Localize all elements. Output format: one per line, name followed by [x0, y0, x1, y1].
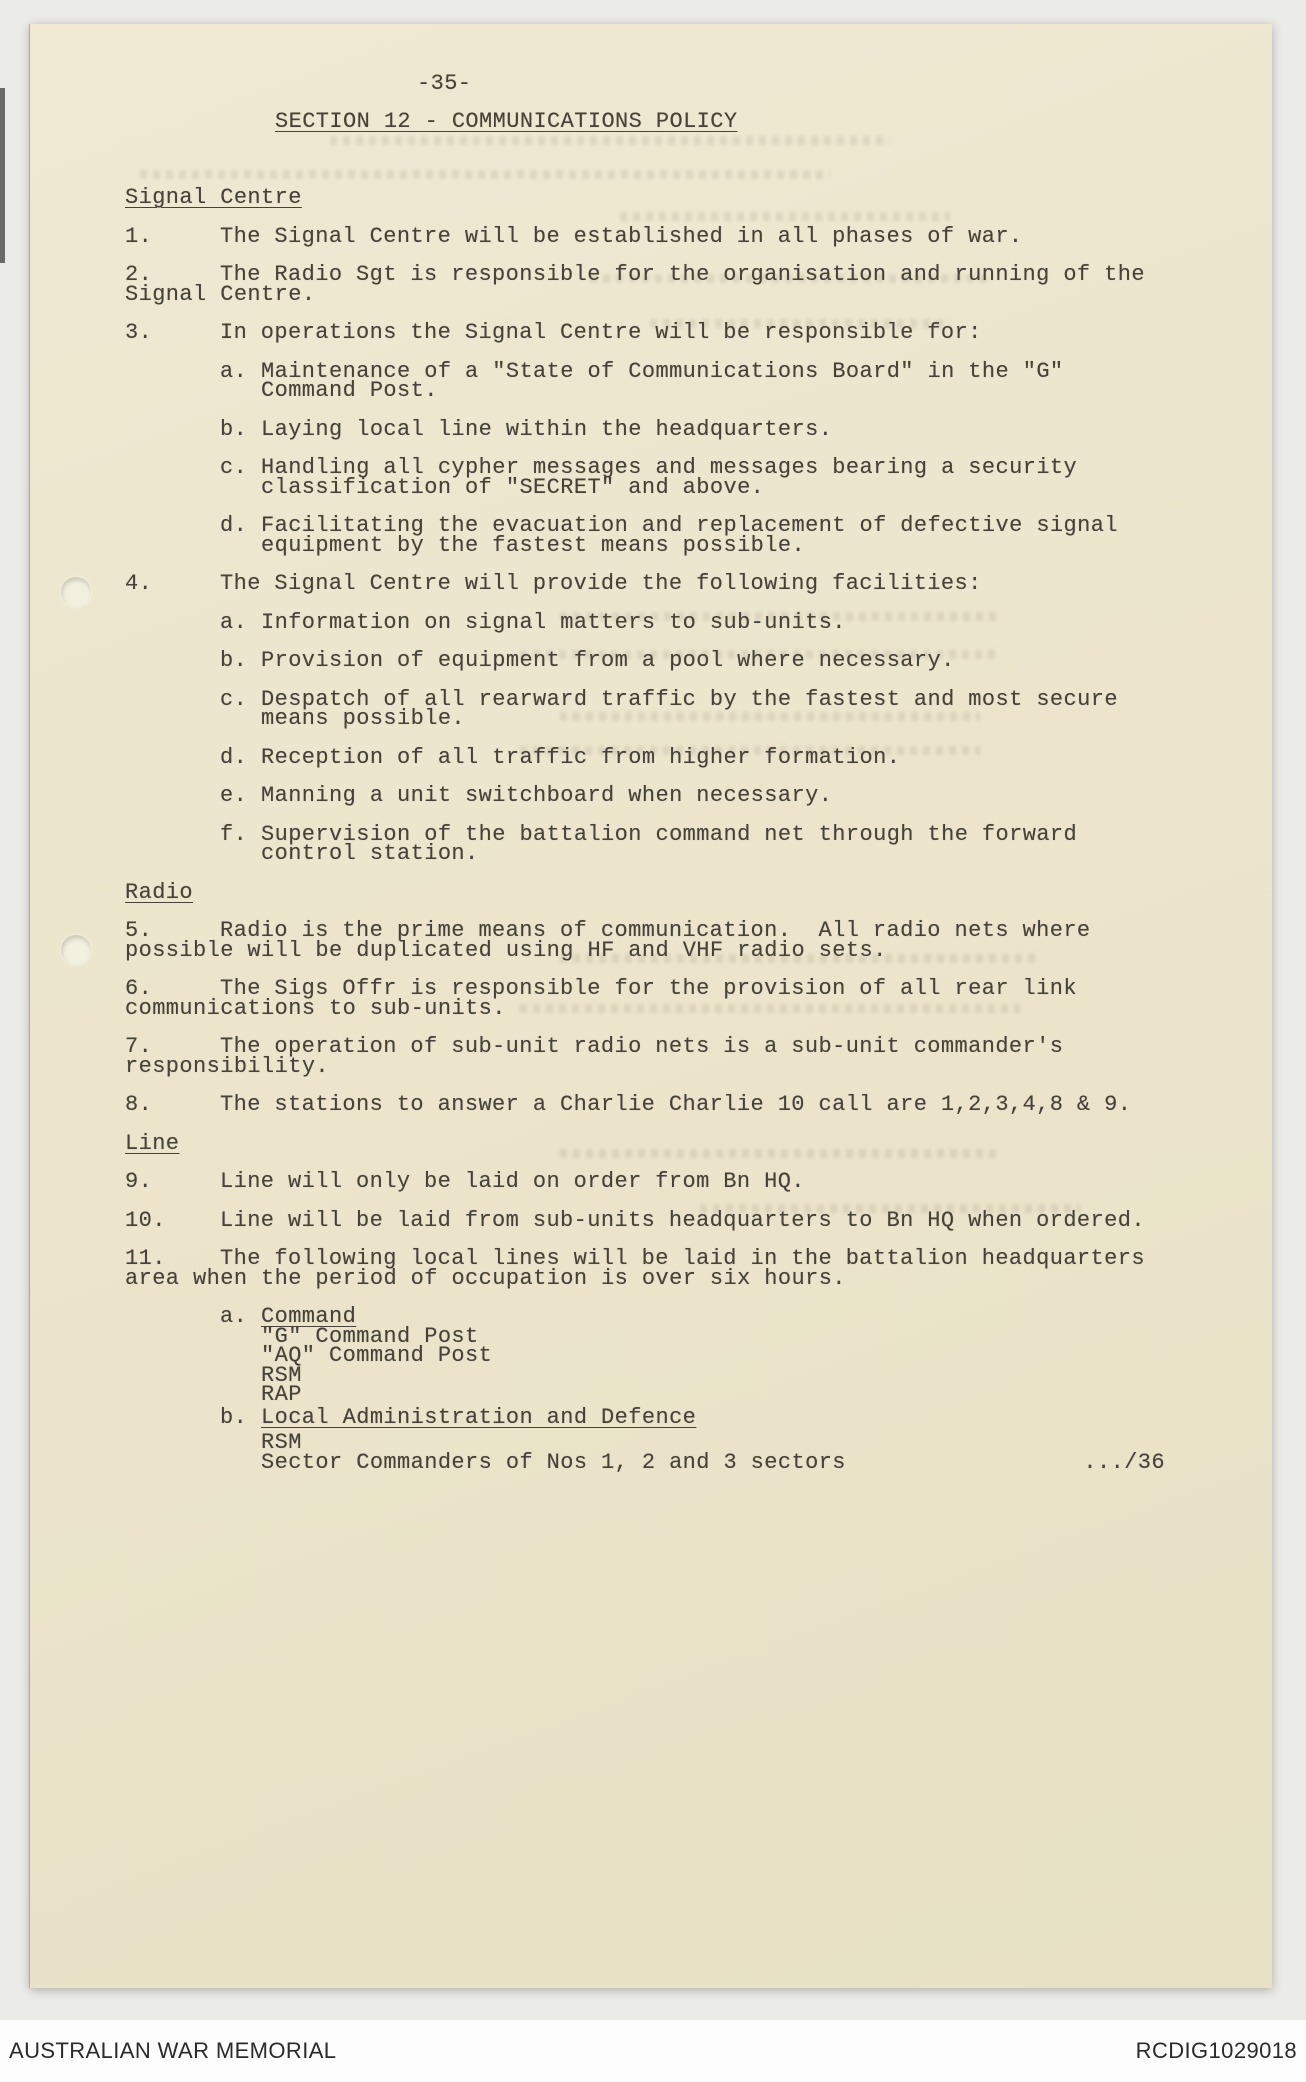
- scanner-edge-artifact: [0, 88, 5, 263]
- paragraph: [125, 976, 1165, 1021]
- sub-item: [220, 513, 1165, 558]
- sub-list-local-admin-defence: [220, 1404, 1165, 1475]
- document-content: [30, 24, 1165, 1475]
- sub-item-text: Facilitating the evacuation and replacement of defective signal equipment by the fastest means possible.: [261, 513, 1132, 558]
- sub-item-letter: a.: [220, 609, 248, 635]
- sub-item: [220, 358, 1165, 403]
- sub-list-title: Local Administration and Defence: [261, 1404, 697, 1430]
- sub-item: [220, 416, 1165, 442]
- continuation-mark: .../36: [1083, 1449, 1165, 1475]
- section-heading: Signal Centre: [125, 185, 302, 210]
- paragraph-text: Line will only be laid on order from Bn HQ.: [220, 1169, 805, 1194]
- paragraph: [125, 1246, 1165, 1291]
- catalog-id: RCDIG1029018: [1135, 2038, 1297, 2063]
- sub-list-line: RAP: [261, 1382, 302, 1407]
- sub-item: [220, 648, 1165, 673]
- paragraph-text: In operations the Signal Centre will be responsible for:: [220, 320, 982, 345]
- paragraph: [125, 571, 1165, 596]
- sub-list-line: "G" Command Post: [261, 1323, 479, 1349]
- paragraph-number: 1.: [125, 223, 153, 249]
- sub-item: [220, 783, 1165, 808]
- paragraph-number: 5.: [125, 918, 153, 943]
- paragraph-text: The stations to answer a Charlie Charlie 10 call are 1,2,3,4,8 & 9.: [220, 1092, 1132, 1117]
- paragraph-number: 6.: [125, 976, 153, 1001]
- sub-item-letter: b.: [220, 648, 248, 673]
- sub-item-text: Reception of all traffic from higher formation.: [261, 744, 901, 770]
- paragraph-text: The Signal Centre will be established in all phases of war.: [220, 223, 1023, 249]
- sub-list-line: RSM: [261, 1430, 302, 1455]
- paragraph-number: 7.: [125, 1034, 153, 1059]
- page-number: -35-: [417, 71, 472, 96]
- sub-list-line: [261, 1449, 1165, 1475]
- paragraph-number: 4.: [125, 571, 153, 596]
- paragraph-text: Line will be laid from sub-units headquarters to Bn HQ when ordered.: [220, 1207, 1145, 1233]
- paragraph: [125, 1207, 1165, 1233]
- sub-list-line-text: Sector Commanders of Nos 1, 2 and 3 sectors: [261, 1449, 846, 1475]
- section-radio: [125, 879, 1165, 1117]
- paragraph-number: 10.: [125, 1207, 166, 1233]
- paragraph: [125, 1092, 1165, 1117]
- sub-item-text: Despatch of all rearward traffic by the fastest and most secure means possible.: [261, 686, 1132, 731]
- sub-item-letter: d.: [220, 744, 248, 770]
- sub-item-letter: e.: [220, 783, 248, 808]
- sub-item-letter: a.: [220, 1304, 248, 1329]
- sub-item-letter: d.: [220, 513, 248, 538]
- paragraph: [125, 1169, 1165, 1194]
- paragraph: [125, 320, 1165, 345]
- sub-list-title: Command: [261, 1304, 357, 1329]
- section-signal-centre: [125, 185, 1165, 866]
- sub-item: [220, 455, 1165, 500]
- sub-item-letter: b.: [220, 416, 248, 442]
- paragraph-number: 8.: [125, 1092, 153, 1117]
- sub-item: [220, 609, 1165, 635]
- sub-item-text: Supervision of the battalion command net through the forward control station.: [261, 821, 1091, 866]
- sub-item: [220, 744, 1165, 770]
- section-line: [125, 1130, 1165, 1475]
- paragraph-text: The Sigs Offr is responsible for the provision of all rear link communications to sub-units.: [125, 976, 1091, 1021]
- sub-item-text: Provision of equipment from a pool where necessary.: [261, 648, 955, 673]
- paragraph-text: The Signal Centre will provide the following facilities:: [220, 571, 982, 596]
- footer-bar: [0, 2020, 1306, 2082]
- paragraph: [125, 262, 1165, 307]
- sub-item: [220, 686, 1165, 731]
- paragraph: [125, 918, 1165, 963]
- section-heading: Radio: [125, 879, 194, 905]
- document-page: [30, 24, 1272, 1988]
- sub-item: [220, 821, 1165, 866]
- paragraph-number: 3.: [125, 320, 153, 345]
- sub-list-line: RSM: [261, 1362, 302, 1388]
- sub-item-letter: f.: [220, 821, 248, 847]
- sub-item-letter: b.: [220, 1404, 248, 1430]
- paragraph-number: 2.: [125, 262, 153, 287]
- paragraph: [125, 223, 1165, 249]
- sub-item-letter: c.: [220, 455, 248, 480]
- sub-item-text: Handling all cypher messages and messages bearing a security classification of "SECRET" and above.: [261, 455, 1091, 500]
- sub-item-text: Manning a unit switchboard when necessary.: [261, 783, 833, 808]
- paragraph-text: The following local lines will be laid in the battalion headquarters area when the period of occupation is over six hours.: [125, 1246, 1159, 1291]
- section-heading: Line: [125, 1130, 180, 1156]
- sub-item-letter: c.: [220, 686, 248, 712]
- paragraph-text: Radio is the prime means of communication. All radio nets where possible will be duplicated using HF and VHF radio sets.: [125, 918, 1105, 963]
- document-title: SECTION 12 - COMMUNICATIONS POLICY: [275, 108, 738, 134]
- paragraph-text: The operation of sub-unit radio nets is a sub-unit commander's responsibility.: [125, 1034, 1077, 1079]
- archive-name: AUSTRALIAN WAR MEMORIAL: [9, 2038, 337, 2063]
- paragraph-number: 9.: [125, 1169, 153, 1194]
- sub-item-text: Information on signal matters to sub-units.: [261, 609, 846, 635]
- sub-item-letter: a.: [220, 358, 248, 384]
- sub-item-text: Maintenance of a "State of Communications Board" in the "G" Command Post.: [261, 358, 1078, 403]
- paragraph-text: The Radio Sgt is responsible for the organisation and running of the Signal Centre.: [125, 262, 1159, 307]
- paragraph-number: 11.: [125, 1246, 166, 1271]
- sub-list-lines: [261, 1323, 1165, 1407]
- sub-item-text: Laying local line within the headquarters.: [261, 416, 833, 442]
- sub-list-lines: [261, 1430, 1165, 1475]
- sub-list-line: "AQ" Command Post: [261, 1343, 493, 1368]
- paragraph: [125, 1034, 1165, 1079]
- sub-list-command: [220, 1304, 1165, 1407]
